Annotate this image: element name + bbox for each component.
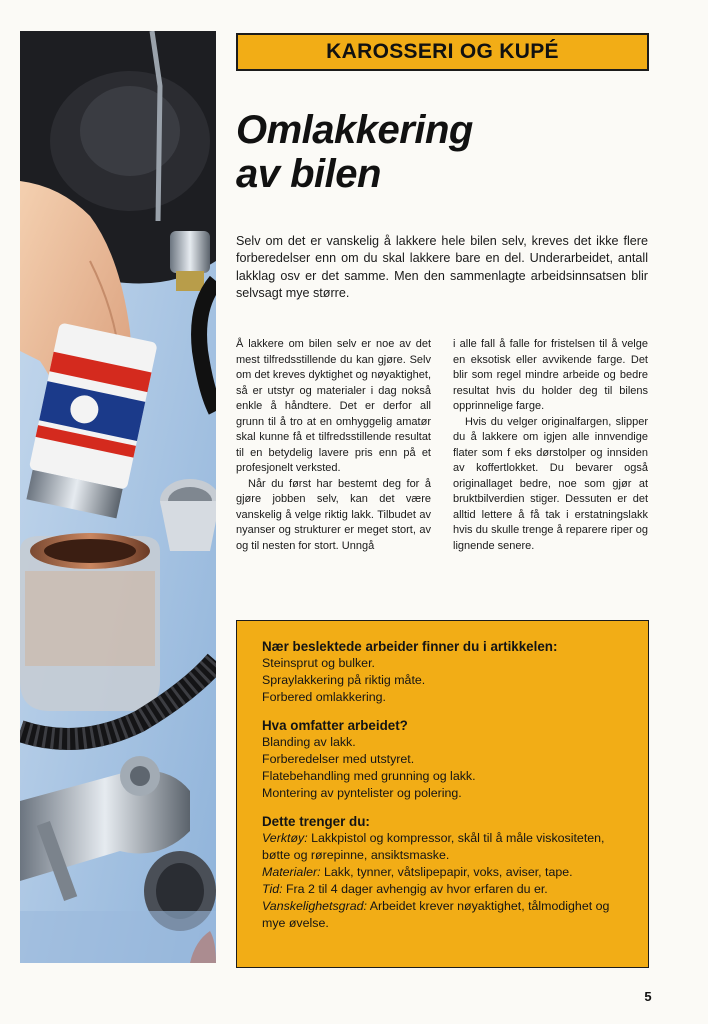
work-scope-heading: Hva omfatter arbeidet? — [262, 718, 408, 733]
related-article-item: Steinsprut og bulker. — [262, 656, 375, 670]
page-number: 5 — [644, 989, 652, 1004]
materials-label: Materialer: — [262, 865, 321, 879]
section-header-label: KAROSSERI OG KUPÉ — [326, 40, 559, 63]
difficulty-text: Arbeidet krever nøyaktighet, tålmodighet og mye øvelse. — [262, 899, 610, 930]
body-paragraph: Når du først har bestemt deg for å gjøre jobben selv, kan det være vanskelig å velge riktig lakk. Tilbudet av nyanser og strukturer er meget stort, av og til nesten for stort. Unngå — [236, 477, 431, 552]
tools-text: Lakkpistol og kompressor, skål til å måle viskositeten, bøtte og rørepinne, ansiktsmaske. — [262, 831, 605, 862]
body-column-right — [453, 337, 648, 554]
article-title — [236, 108, 656, 196]
body-paragraph: Hvis du velger originalfargen, slipper du å lakkere om igjen alle innvendige flater som f eks dørstolper og innsiden av koffertlokket. Du bevarer også originallaget bedre, noe som gjør at bruktbilverdien stiger. Dessuten er det alltid lettere å få tak i erstatningslakk hvis du skulle trenge å reparere riper og lignende senere. — [453, 415, 648, 552]
work-scope-group — [262, 717, 634, 802]
requirement-materials — [262, 864, 634, 881]
related-articles-heading: Nær beslektede arbeider finner du i artikkelen: — [262, 639, 558, 654]
section-header — [236, 33, 649, 71]
body-paragraph: i alle fall å falle for fristelsen til å velge en eksotisk eller avvikende farge. Det blir som regel mindre arbeide og bedre resultat hvis du holder deg til bilens opprinnelige farge. — [453, 338, 648, 412]
related-articles-group — [262, 638, 634, 706]
work-scope-item: Montering av pyntelister og polering. — [262, 786, 462, 800]
time-label: Tid: — [262, 882, 283, 896]
info-box — [236, 620, 649, 968]
related-article-item: Spraylakkering på riktig måte. — [262, 673, 426, 687]
work-scope-item: Blanding av lakk. — [262, 735, 356, 749]
materials-text: Lakk, tynner, våtslipepapir, voks, aviser, tape. — [320, 865, 573, 879]
tools-label: Verktøy: — [262, 831, 308, 845]
requirement-tools — [262, 830, 634, 864]
article-title-line-1: Omlakkering — [236, 108, 473, 152]
requirement-time — [262, 881, 634, 898]
requirement-difficulty — [262, 898, 634, 932]
work-scope-item: Flatebehandling med grunning og lakk. — [262, 769, 476, 783]
related-article-item: Forbered omlakkering. — [262, 690, 386, 704]
difficulty-label: Vanskelighetsgrad: — [262, 899, 367, 913]
work-scope-item: Forberedelser med utstyret. — [262, 752, 415, 766]
time-text: Fra 2 til 4 dager avhengig av hvor erfaren du er. — [282, 882, 548, 896]
requirements-group — [262, 813, 634, 932]
article-title-line-2: av bilen — [236, 152, 381, 196]
intro-paragraph: Selv om det er vanskelig å lakkere hele bilen selv, kreves det ikke flere forberedelser enn om du skal lakkere bare en del. Underarbeidet, antall lakklag osv er det samme. Men den sammenlagte arbeidsinnsatsen blir selvsagt mye større. — [236, 234, 648, 301]
body-column-left — [236, 337, 431, 554]
paint-equipment-photo — [20, 31, 216, 963]
requirements-heading: Dette trenger du: — [262, 814, 370, 829]
body-paragraph: Å lakkere om bilen selv er noe av det mest tilfredsstillende du kan gjøre. Selv om det kreves dyktighet og nøyaktighet, så er utstyr og materialer i dag nokså enkle å håndtere. Det er derfor all grunn til å tro at en omhyggelig amatør skal kunne få et tilfredsstillende resultat til en betydelig lavere pris enn på et profesjonelt verksted. — [236, 338, 431, 474]
